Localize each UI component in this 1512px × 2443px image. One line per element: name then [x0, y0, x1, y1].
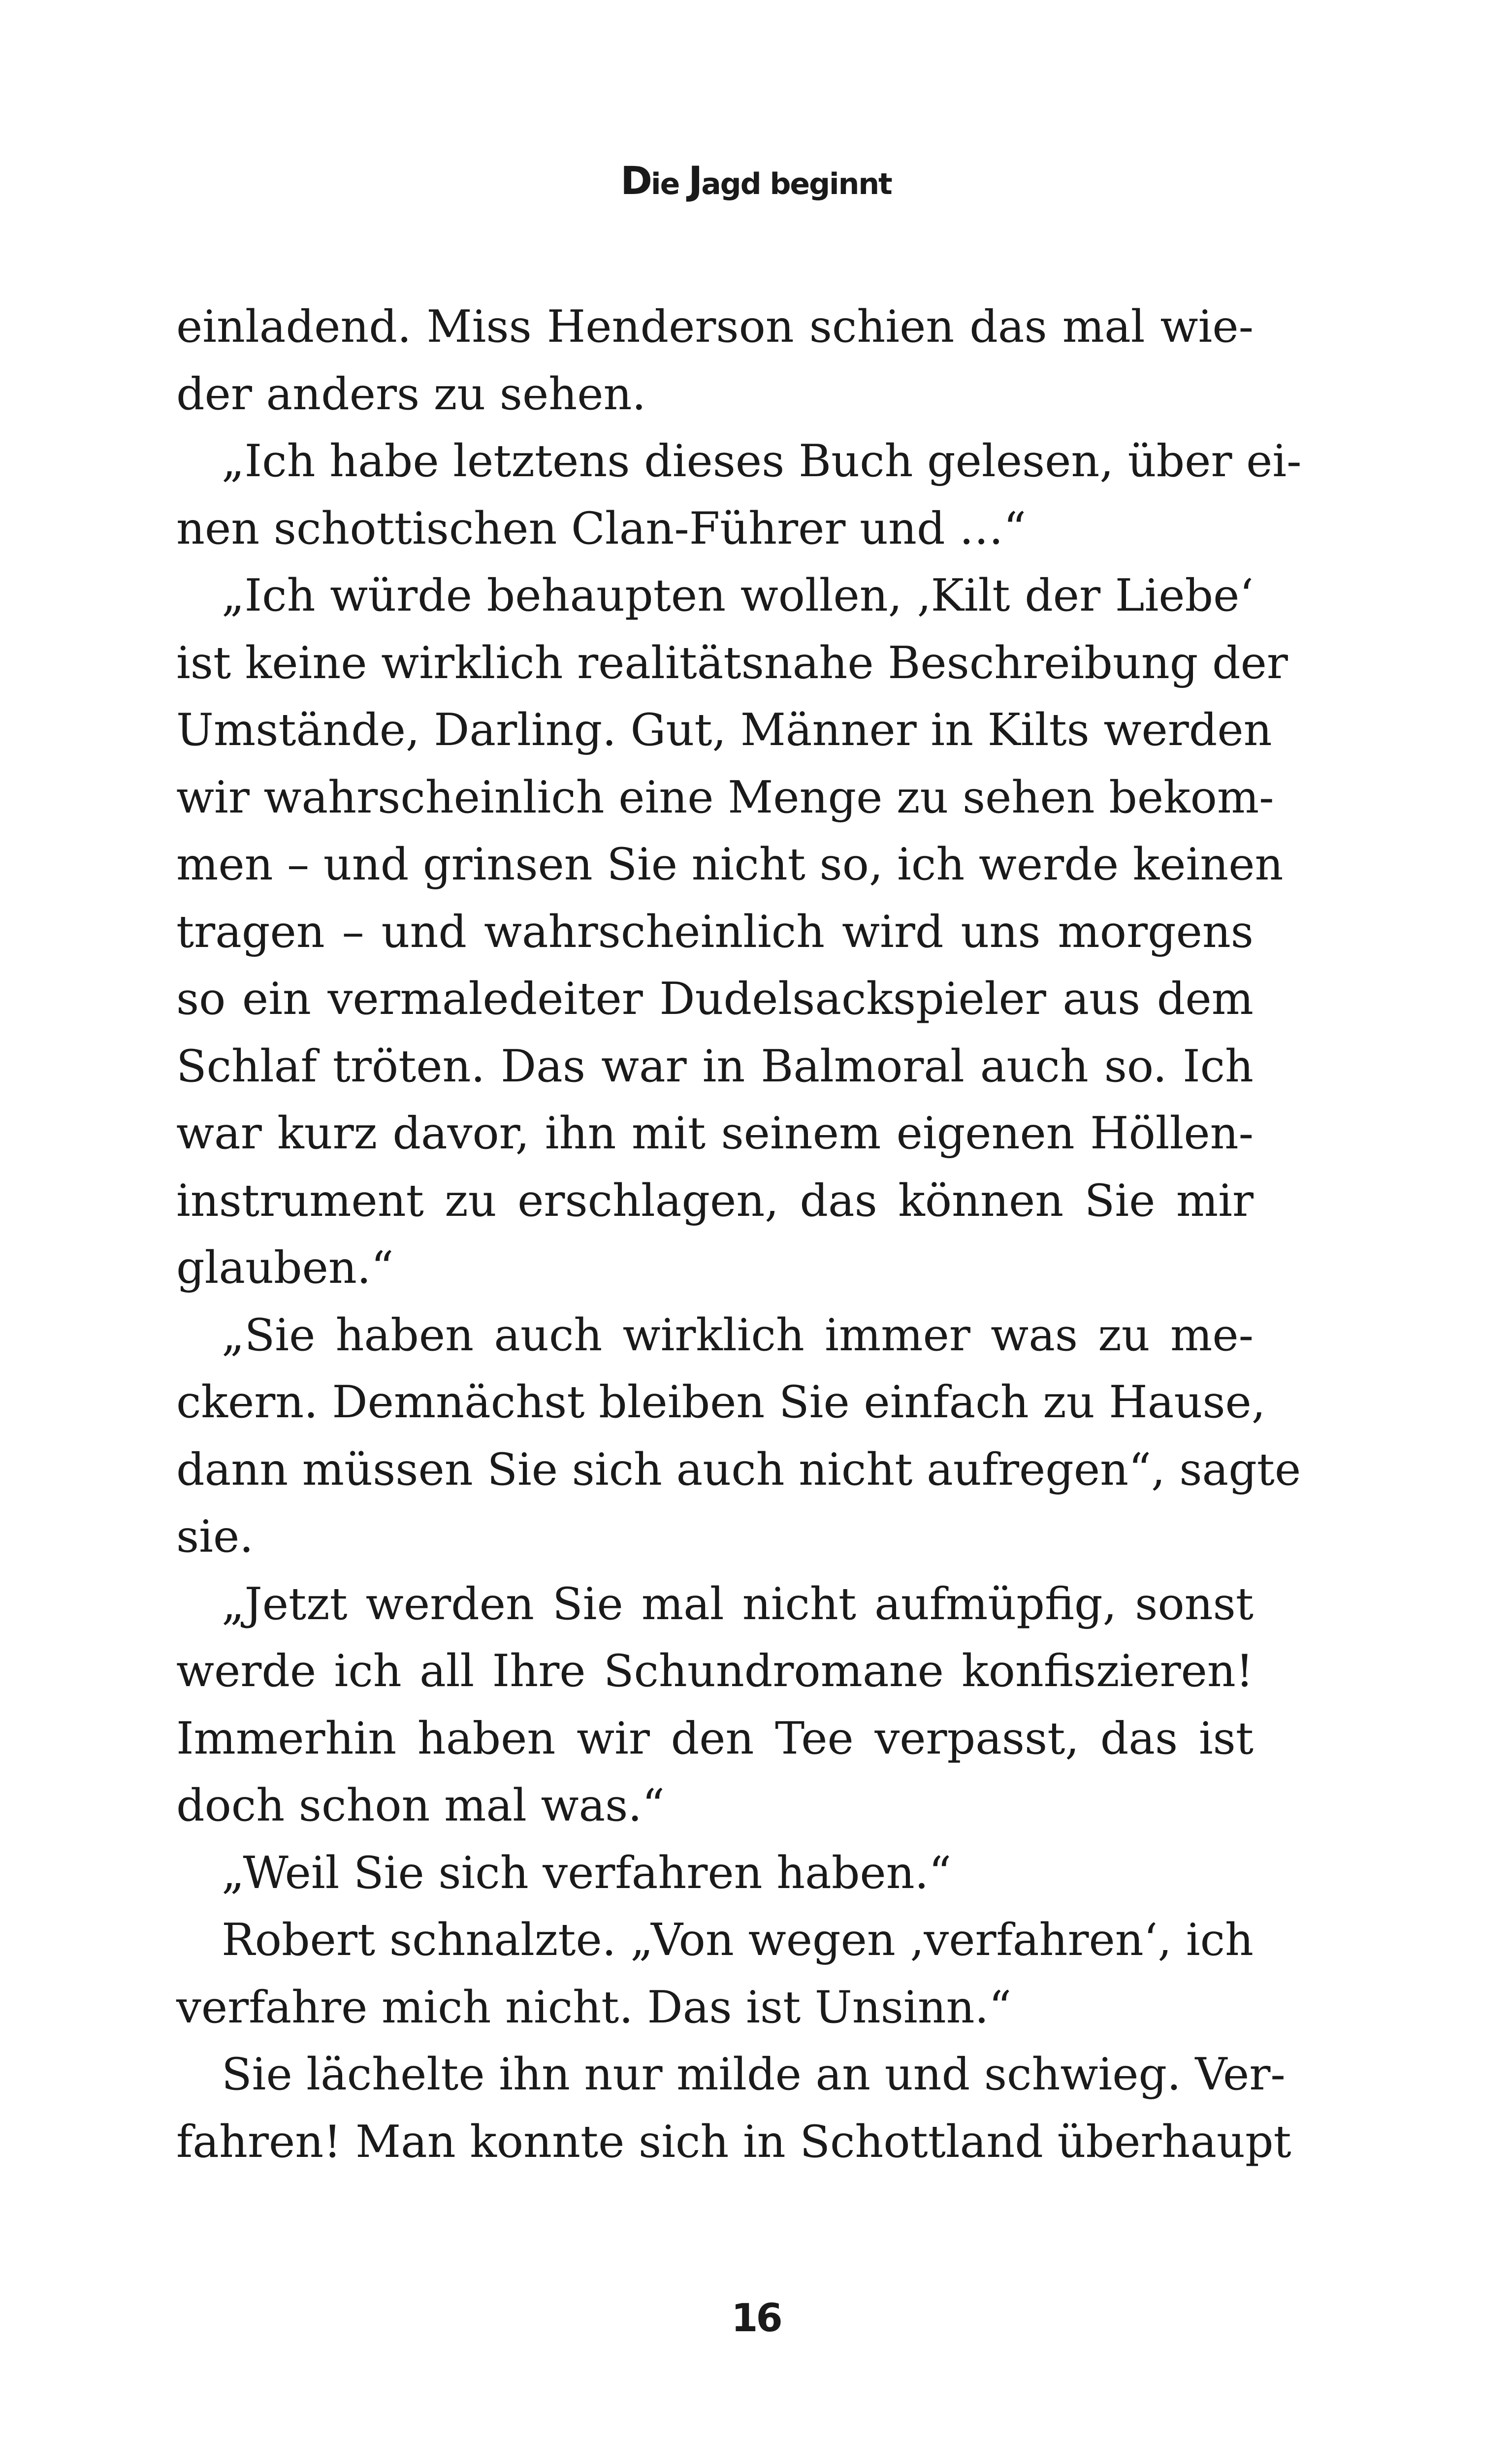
running-head-smallcaps: agd beginnt: [701, 167, 892, 201]
text-line: „Jetzt werden Sie mal nicht aufmüpfig, sonst: [222, 1578, 1254, 1630]
running-head-initial: J: [688, 159, 702, 203]
text-line: sie.: [176, 1511, 254, 1563]
text-line: doch schon mal was.“: [176, 1780, 665, 1831]
text-line: wir wahrscheinlich eine Menge zu sehen bekom-: [176, 771, 1274, 823]
text-line: ist keine wirklich realitätsnahe Beschreibung der: [176, 637, 1288, 689]
text-line: dann müssen Sie sich auch nicht aufregen“, sagte: [176, 1443, 1301, 1496]
text-line: tragen – und wahrscheinlich wird uns morgens: [176, 906, 1254, 958]
text-line: war kurz davor, ihn mit seinem eigenen Höllen-: [176, 1107, 1254, 1159]
text-line: Sie lächelte ihn nur milde an und schwieg. Ver-: [222, 2049, 1286, 2100]
text-line: so ein vermaledeiter Dudelsackspieler aus dem: [176, 973, 1254, 1025]
text-line: Umstände, Darling. Gut, Männer in Kilts werden: [176, 704, 1272, 756]
text-line: instrument zu erschlagen, das können Sie mir: [176, 1174, 1254, 1227]
text-line: „Sie haben auch wirklich immer was zu me-: [222, 1309, 1254, 1361]
running-head-smallcaps: ie: [651, 167, 689, 201]
text-line: „Weil Sie sich verfahren haben.“: [222, 1847, 952, 1899]
text-line: fahren! Man konnte sich in Schottland überhaupt: [176, 2116, 1291, 2168]
text-line: Immerhin haben wir den Tee verpasst, das ist: [176, 1712, 1254, 1764]
text-line: ckern. Demnächst bleiben Sie einfach zu Hause,: [176, 1376, 1266, 1428]
running-head-initial: D: [620, 159, 651, 203]
body-text: [176, 293, 1302, 2176]
text-line: men – und grinsen Sie nicht so, ich werde keinen: [176, 839, 1284, 890]
running-head: [0, 157, 1512, 209]
text-line: verfahre mich nicht. Das ist Unsinn.“: [176, 1981, 1012, 2033]
text-line: „Ich habe letztens dieses Buch gelesen, über ei-: [222, 435, 1302, 487]
text-line: Robert schnalzte. „Von wegen ‚verfahren‘, ich: [222, 1914, 1254, 1966]
text-line: nen schottischen Clan-Führer und …“: [176, 502, 1027, 554]
text-line: Schlaf tröten. Das war in Balmoral auch so. Ich: [176, 1040, 1254, 1092]
text-line: einladend. Miss Henderson schien das mal wie-: [176, 301, 1254, 353]
text-line: der anders zu sehen.: [176, 368, 646, 420]
page-number: 16: [731, 2296, 781, 2341]
text-line: werde ich all Ihre Schundromane konfiszieren!: [176, 1645, 1254, 1697]
text-line: „Ich würde behaupten wollen, ‚Kilt der Liebe‘: [222, 570, 1254, 621]
text-line: glauben.“: [176, 1242, 394, 1294]
